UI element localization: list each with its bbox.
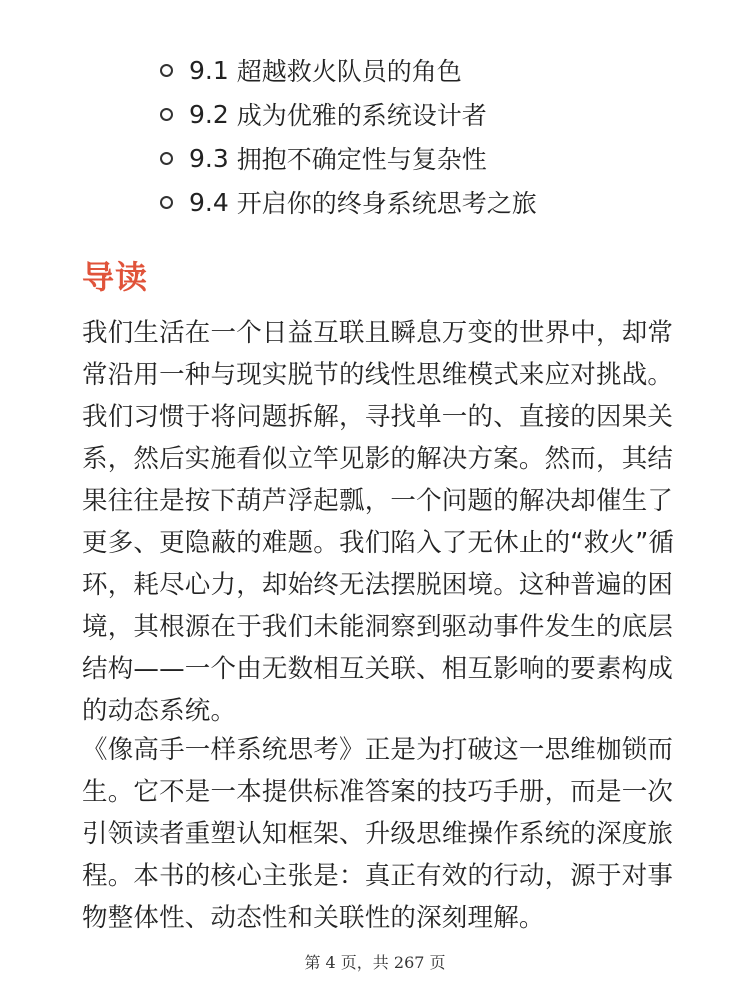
toc-item-title: 超越救火队员的角色 — [236, 57, 462, 86]
toc-item-title: 开启你的终身系统思考之旅 — [236, 189, 537, 218]
toc-item-number: 9.2 — [189, 99, 229, 129]
toc-item-number: 9.1 — [189, 55, 229, 85]
body-paragraph: 我们生活在一个日益互联且瞬息万变的世界中，却常常沿用一种与现实脱节的线性思维模式来应对挑战。我们习惯于将问题拆解，寻找单一的、直接的因果关系，然后实施看似立竿见影的解决方案。然而，其结果往往是按下葫芦浮起瓢，一个问题的解决却催生了更多、更隐蔽的难题。我们陷入了无休止的“救火”循环，耗尽心力，却始终无法摆脱困境。这种普遍的困境，其根源在于我们未能洞察到驱动事件发生的底层结构——一个由无数相互关联、相互影响的要素构成的动态系统。 — [82, 318, 675, 726]
hollow-circle-bullet-icon — [160, 196, 173, 209]
hollow-circle-bullet-icon — [160, 152, 173, 165]
section-heading: 导读 — [82, 258, 149, 296]
toc-item[interactable] — [160, 180, 537, 224]
toc-item[interactable] — [160, 92, 537, 136]
toc-item-title: 成为优雅的系统设计者 — [236, 101, 487, 130]
toc-item[interactable] — [160, 136, 537, 180]
body-paragraph: 《像高手一样系统思考》正是为打破这一思维枷锁而生。它不是一本提供标准答案的技巧手册，而是一次引领读者重塑认知框架、升级思维操作系统的深度旅程。本书的核心主张是：真正有效的行动，源于对事物整体性、动态性和关联性的深刻理解。 — [82, 735, 674, 933]
hollow-circle-bullet-icon — [160, 64, 173, 77]
hollow-circle-bullet-icon — [160, 108, 173, 121]
page-number-footer: 第 4 页，共 267 页 — [304, 953, 446, 972]
toc-item[interactable] — [160, 48, 537, 92]
toc-item-number: 9.3 — [189, 143, 229, 173]
toc-item-title: 拥抱不确定性与复杂性 — [236, 145, 487, 174]
toc-item-number: 9.4 — [189, 187, 229, 217]
toc-sublist — [160, 48, 537, 224]
